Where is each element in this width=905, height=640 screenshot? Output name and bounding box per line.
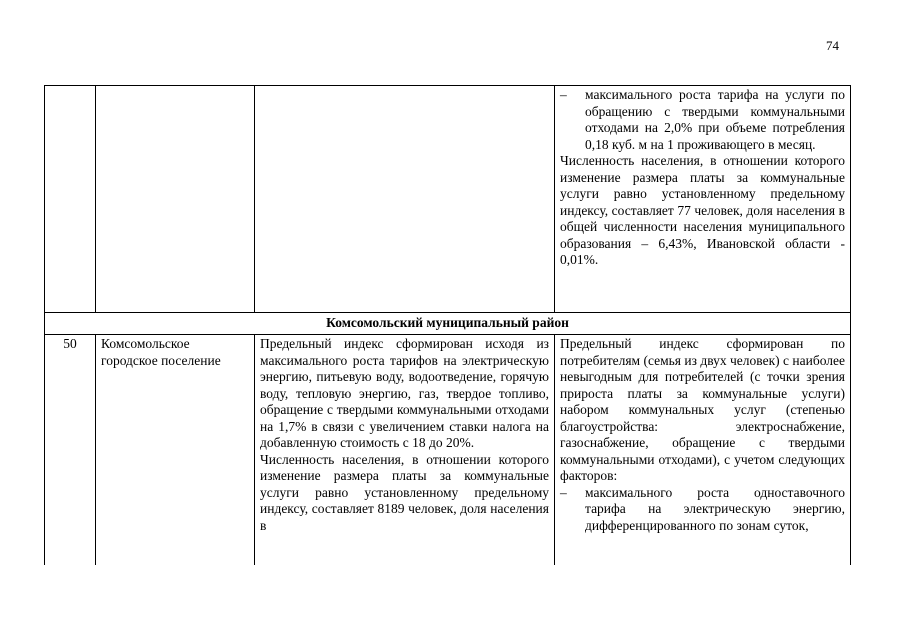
page-number: 74 bbox=[826, 38, 839, 53]
list-item-text: максимального роста одноставочного тарифа на электрическую энергию, дифференцированного по зонам суток, bbox=[585, 484, 845, 533]
cell-index-basis-empty bbox=[255, 86, 555, 313]
factor-list bbox=[560, 87, 845, 153]
index-basis-paragraph: Предельный индекс сформирован исходя из максимального роста тарифов на электрическую энергию, питьевую воду, водоотведение, горячую воду, тепловую энергию, газ, твердое топливо, обращение с твердыми коммунальными отходами на 1,7% в связи с увеличением ставки налога на добавленную стоимость с 18 до 20%. bbox=[260, 336, 549, 450]
population-paragraph: Численность населения, в отношении которого изменение размера платы за коммунальные услуги равно установленному предельному индексу, составляет 8189 человек, доля населения в bbox=[260, 451, 549, 533]
row-number: 50 bbox=[45, 335, 96, 566]
dash-marker: – bbox=[560, 87, 567, 102]
cell-municipality-empty bbox=[96, 86, 255, 313]
population-paragraph: Численность населения, в отношении которого изменение размера платы за коммунальные услуги равно установленному предельному индексу, составляет 77 человек, доля населения в общей численности населения муниципального образования – 6,43%, Ивановской области - 0,01%. bbox=[560, 153, 845, 267]
section-heading: Комсомольский муниципальный район bbox=[45, 313, 851, 335]
municipality-name: Комсомольское городское поселение bbox=[96, 335, 255, 566]
cell-details bbox=[555, 86, 851, 313]
dash-marker: – bbox=[560, 484, 567, 500]
cell-number-empty bbox=[45, 86, 96, 313]
table-row-continuation bbox=[45, 86, 851, 313]
cell-index-basis bbox=[255, 335, 555, 566]
list-item-text: максимального роста тарифа на услуги по обращению с твердыми коммунальными отходами на 2,0% при объеме потребления 0,18 куб. м на 1 проживающего в месяц. bbox=[585, 87, 845, 152]
table-row-50 bbox=[45, 335, 851, 566]
tariff-index-table bbox=[44, 85, 851, 565]
cell-details bbox=[555, 335, 851, 566]
list-item bbox=[560, 87, 845, 153]
section-heading-row bbox=[45, 313, 851, 335]
list-item bbox=[560, 485, 845, 535]
factor-list bbox=[560, 485, 845, 535]
index-details-paragraph: Предельный индекс сформирован по потребителям (семья из двух человек) с наиболее невыгодным для потребителей (с точки зрения прироста платы за коммунальные услуги) набором коммунальных услуг (степенью благоустройства: электроснабжение, газоснабжение, обращение с твердыми коммунальными отходами), с учетом следующих факторов: bbox=[560, 336, 845, 483]
